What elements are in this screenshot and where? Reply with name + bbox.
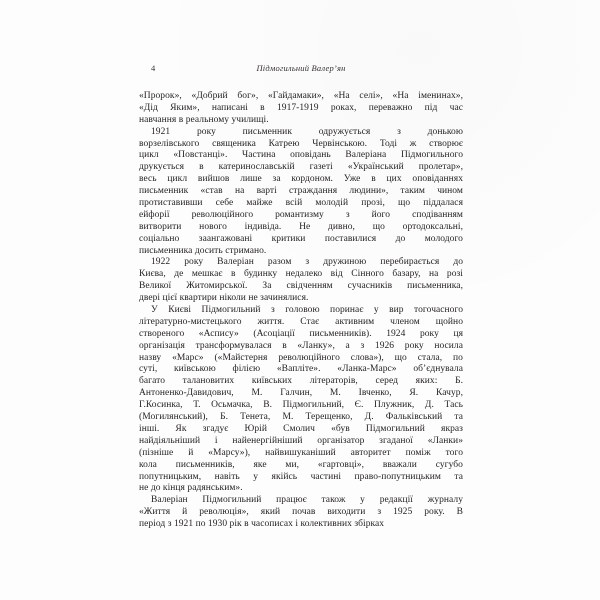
text-line: Валеріан Підмогильний працює також у редакції журналу [151, 495, 463, 506]
text-line: Києва, де мешкає в будинку недалеко від Сінного базару, на розі [139, 269, 463, 280]
text-block [139, 91, 463, 531]
running-title: Підмогильний Валер’ян [256, 63, 346, 73]
text-line: Антоненко-Давидович, М. Галчин, М. Івченко, Я. Качур, [139, 388, 463, 399]
text-line: друкується в катеринославській газеті «Український пролетар», [139, 162, 463, 173]
text-line: інші. Як згадує Юрій Смолич «був Підмогильний якраз [139, 423, 463, 434]
text-line: попутницьким, навіть у якійсь частині право-попутницьким та [139, 471, 463, 482]
text-line: витворити нового індивіда. Не дивно, що ортодоксальні, [139, 221, 463, 232]
text-line: організація трансформувалася в «Ланку», а з 1926 року носила [139, 340, 463, 351]
text-line: 1921 року письменник одружується з донькою [151, 126, 463, 137]
text-line: період з 1921 по 1930 рік в часописах і колективних збірках [139, 519, 385, 530]
text-line: найдіяльніший і найенергійніший організатор згаданої «Ланки» [139, 435, 463, 446]
text-line: (пізніше й «Марсу»), найвишуканіший авторитет поміж того [139, 447, 463, 458]
text-line: кола письменників, яке ми, «гартовці», вважали сугубо [139, 459, 463, 470]
text-line: У Києві Підмогильний з головою поринає у вир тогочасного [151, 305, 463, 316]
text-line: ейфорії революційного романтизму з його сподіванням [139, 209, 463, 220]
text-line: соціально заангажовані критики поставилися до молодого [139, 233, 463, 244]
text-line: створеного «Аспису» (Асоціації письменників). 1924 року ця [139, 328, 463, 339]
text-line: протиставивши себе майже всій молодій прозі, що піддалася [139, 198, 463, 209]
text-line: письменник «став на варті страждання людини», таким чином [139, 186, 463, 197]
text-line: «Дід Яким», написані в 1917-1919 роках, переважно під час [139, 102, 463, 113]
text-line: 1922 року Валеріан разом з дружиною перебирається до [151, 257, 463, 268]
text-line: Г.Косинка, Т. Осьмачка, В. Підмогильний, Є. Плужник, Д. Тась [139, 400, 463, 411]
text-line: «Пророк», «Добрий бог», «Гайдамаки», «На селі», «На іменинах», [139, 91, 463, 101]
text-line: назву «Марс» («Майстерня революційного слова»), що стала, по [139, 352, 463, 363]
text-line: двері цієї квартири ніколи не зачинялися. [139, 293, 309, 304]
text-line: цикл «Повстанці». Частина оповідань Валеріана Підмогильного [139, 150, 463, 161]
text-line: навчання в реальному училищі. [139, 114, 269, 125]
text-line: (Могилянський), Б. Тенета, М. Терещенко, Д. Фальківський та [139, 412, 463, 423]
text-line: не до кінця радянським». [139, 483, 243, 494]
text-line: «Життя й революція», який почав виходити з 1925 року. В [139, 507, 463, 518]
text-line: Великої Житомирської. За свідченням сучасників письменника, [139, 281, 463, 292]
text-line: весь цикл вийшов лише за кордоном. Уже в цих оповіданнях [139, 174, 463, 185]
page-number: 4 [151, 63, 156, 73]
text-line: літературно-мистецького життя. Стає активним членом щойно [139, 316, 463, 327]
text-line: письменника досить стримано. [139, 245, 267, 256]
text-line: ворзелівського священика Катрею Червінською. Тоді ж створює [139, 138, 463, 149]
running-header [139, 63, 463, 73]
text-line: суті, київською філією «Вапліте». «Ланка-Марс» об’єднувала [139, 364, 463, 375]
text-line: багато талановитих київських літераторів, серед яких: Б. [139, 376, 463, 387]
